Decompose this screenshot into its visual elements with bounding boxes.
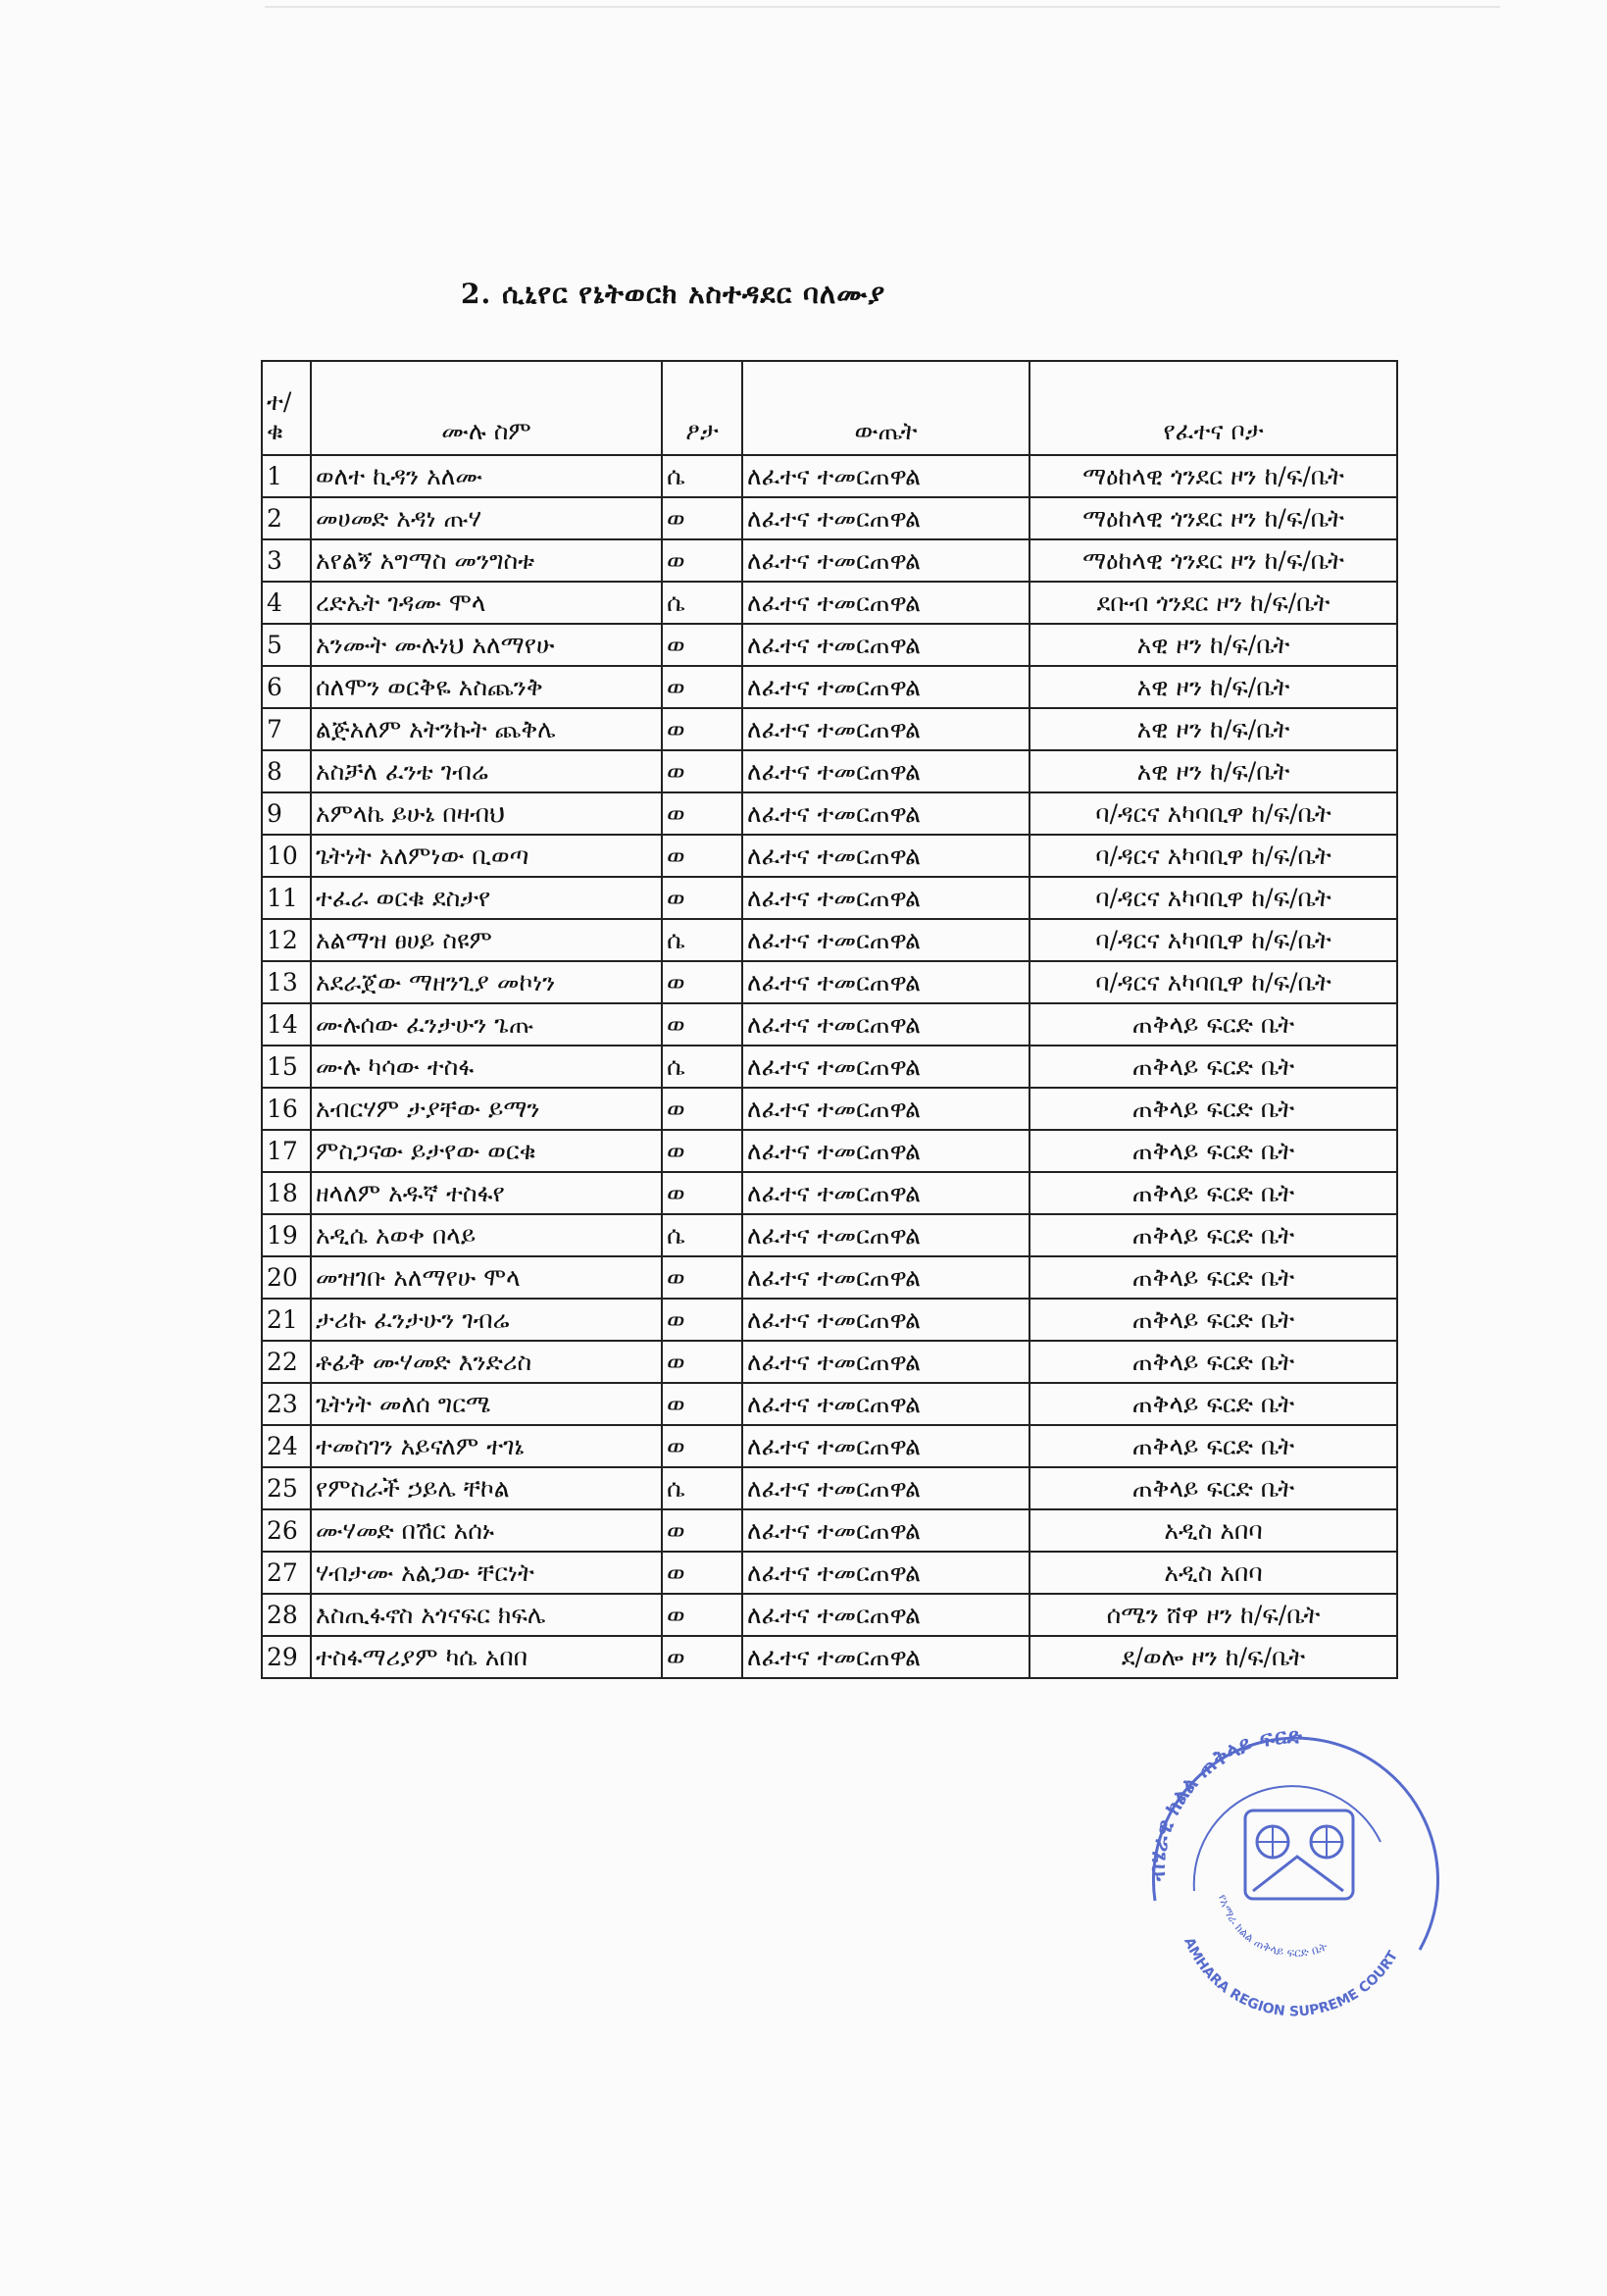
cell-result: ለፈተና ተመርጠዋል bbox=[742, 1552, 1029, 1594]
table-row bbox=[262, 1214, 1397, 1256]
cell-result: ለፈተና ተመርጠዋል bbox=[742, 539, 1029, 582]
cell-sex: ወ bbox=[662, 1003, 742, 1046]
cell-exam-place: ማዕከላዊ ጎንደር ዞን ከ/ፍ/ቤት bbox=[1029, 497, 1397, 539]
seal-text-inner: የአማራ ክልል ጠቅላይ ፍርድ ቤት bbox=[1216, 1893, 1330, 1961]
header-sex: ፆታ bbox=[662, 361, 742, 455]
header-result: ውጤት bbox=[742, 361, 1029, 455]
cell-sex: ወ bbox=[662, 835, 742, 877]
cell-full-name: አንሙት ሙሉነህ አለማየሁ bbox=[311, 624, 662, 666]
table-row bbox=[262, 1088, 1397, 1130]
cell-result: ለፈተና ተመርጠዋል bbox=[742, 1341, 1029, 1383]
cell-full-name: መሀመድ አዳነ ጡሃ bbox=[311, 497, 662, 539]
cell-exam-place: ጠቅላይ ፍርድ ቤት bbox=[1029, 1467, 1397, 1509]
table-row bbox=[262, 1046, 1397, 1088]
cell-exam-place: አዊ ዞን ከ/ፍ/ቤት bbox=[1029, 708, 1397, 750]
cell-sex: ወ bbox=[662, 1341, 742, 1383]
cell-exam-place: ጠቅላይ ፍርድ ቤት bbox=[1029, 1383, 1397, 1425]
table-row bbox=[262, 877, 1397, 919]
cell-result: ለፈተና ተመርጠዋል bbox=[742, 1636, 1029, 1678]
cell-full-name: ተፈራ ወርቁ ደስታየ bbox=[311, 877, 662, 919]
cell-number: 2 bbox=[262, 497, 311, 539]
table-row bbox=[262, 1256, 1397, 1299]
cell-number: 28 bbox=[262, 1594, 311, 1636]
cell-full-name: አልማዝ ፀሀይ ስዩም bbox=[311, 919, 662, 961]
cell-result: ለፈተና ተመርጠዋል bbox=[742, 835, 1029, 877]
table-row bbox=[262, 624, 1397, 666]
cell-full-name: ሙሃመድ በሽር አሰኑ bbox=[311, 1509, 662, 1552]
cell-sex: ወ bbox=[662, 1552, 742, 1594]
cell-full-name: ጌትነት አለምነው ቢወጣ bbox=[311, 835, 662, 877]
cell-full-name: ሰለሞን ወርቅዬ አስጨንቅ bbox=[311, 666, 662, 708]
cell-exam-place: ባ/ዳርና አካባቢዋ ከ/ፍ/ቤት bbox=[1029, 919, 1397, 961]
cell-number: 15 bbox=[262, 1046, 311, 1088]
cell-full-name: ተመስገን አይናለም ተገኔ bbox=[311, 1425, 662, 1467]
table-row bbox=[262, 708, 1397, 750]
cell-number: 20 bbox=[262, 1256, 311, 1299]
cell-full-name: ሃብታሙ አልጋው ቸርነት bbox=[311, 1552, 662, 1594]
cell-result: ለፈተና ተመርጠዋል bbox=[742, 624, 1029, 666]
cell-result: ለፈተና ተመርጠዋል bbox=[742, 1088, 1029, 1130]
cell-exam-place: አዊ ዞን ከ/ፍ/ቤት bbox=[1029, 666, 1397, 708]
table-row bbox=[262, 961, 1397, 1003]
cell-result: ለፈተና ተመርጠዋል bbox=[742, 1046, 1029, 1088]
seal-text-top: ብሄራዊ ክልል ጠቅላይ ፍርድ bbox=[1145, 1724, 1303, 1882]
cell-exam-place: ጠቅላይ ፍርድ ቤት bbox=[1029, 1172, 1397, 1214]
cell-sex: ሴ bbox=[662, 1467, 742, 1509]
cell-full-name: ሙሉ ካሳው ተስፋ bbox=[311, 1046, 662, 1088]
cell-sex: ሴ bbox=[662, 455, 742, 497]
cell-sex: ወ bbox=[662, 877, 742, 919]
cell-sex: ወ bbox=[662, 1509, 742, 1552]
cell-full-name: የምስራች ኃይሌ ቸኮል bbox=[311, 1467, 662, 1509]
table-row bbox=[262, 582, 1397, 624]
cell-full-name: ዘላለም አዱኛ ተስፋየ bbox=[311, 1172, 662, 1214]
cell-exam-place: ጠቅላይ ፍርድ ቤት bbox=[1029, 1214, 1397, 1256]
cell-exam-place: አዲስ አበባ bbox=[1029, 1552, 1397, 1594]
scan-edge-line bbox=[265, 6, 1500, 8]
page-title: 2. ሲኒየር የኔትወርክ አስተዳደር ባለሙያ bbox=[461, 278, 886, 310]
cell-exam-place: ጠቅላይ ፍርድ ቤት bbox=[1029, 1046, 1397, 1088]
cell-exam-place: ጠቅላይ ፍርድ ቤት bbox=[1029, 1088, 1397, 1130]
seal-text-bottom: AMHARA REGION SUPREME COURT bbox=[1180, 1935, 1402, 2020]
table-row bbox=[262, 1172, 1397, 1214]
cell-number: 19 bbox=[262, 1214, 311, 1256]
cell-number: 27 bbox=[262, 1552, 311, 1594]
table-row bbox=[262, 1130, 1397, 1172]
cell-number: 9 bbox=[262, 792, 311, 835]
cell-sex: ወ bbox=[662, 1256, 742, 1299]
cell-exam-place: ጠቅላይ ፍርድ ቤት bbox=[1029, 1130, 1397, 1172]
cell-result: ለፈተና ተመርጠዋል bbox=[742, 1509, 1029, 1552]
cell-full-name: ታሪኩ ፈንታሁን ገብሬ bbox=[311, 1299, 662, 1341]
cell-number: 4 bbox=[262, 582, 311, 624]
svg-text:የአማራ ክልል ጠቅላይ ፍርድ ቤት bbox=[1216, 1893, 1330, 1960]
cell-result: ለፈተና ተመርጠዋል bbox=[742, 919, 1029, 961]
cell-number: 16 bbox=[262, 1088, 311, 1130]
cell-exam-place: አዊ ዞን ከ/ፍ/ቤት bbox=[1029, 624, 1397, 666]
cell-exam-place: ደ/ወሎ ዞን ከ/ፍ/ቤት bbox=[1029, 1636, 1397, 1678]
cell-number: 7 bbox=[262, 708, 311, 750]
cell-exam-place: ደቡብ ጎንደር ዞን ከ/ፍ/ቤት bbox=[1029, 582, 1397, 624]
cell-sex: ሴ bbox=[662, 1046, 742, 1088]
cell-exam-place: ባ/ዳርና አካባቢዋ ከ/ፍ/ቤት bbox=[1029, 835, 1397, 877]
cell-sex: ወ bbox=[662, 1383, 742, 1425]
cell-sex: ወ bbox=[662, 1425, 742, 1467]
cell-number: 11 bbox=[262, 877, 311, 919]
table-row bbox=[262, 1467, 1397, 1509]
table-row bbox=[262, 750, 1397, 792]
cell-sex: ወ bbox=[662, 1088, 742, 1130]
cell-result: ለፈተና ተመርጠዋል bbox=[742, 455, 1029, 497]
cell-number: 26 bbox=[262, 1509, 311, 1552]
cell-full-name: አብርሃም ታያቸው ይማን bbox=[311, 1088, 662, 1130]
table-row bbox=[262, 1636, 1397, 1678]
cell-exam-place: ጠቅላይ ፍርድ ቤት bbox=[1029, 1003, 1397, 1046]
cell-number: 14 bbox=[262, 1003, 311, 1046]
cell-exam-place: ማዕከላዊ ጎንደር ዞን ከ/ፍ/ቤት bbox=[1029, 455, 1397, 497]
cell-sex: ወ bbox=[662, 666, 742, 708]
header-number: ተ/ ቁ bbox=[262, 361, 311, 455]
cell-sex: ሴ bbox=[662, 582, 742, 624]
table-body bbox=[262, 455, 1397, 1678]
table-row bbox=[262, 1299, 1397, 1341]
table-row bbox=[262, 1383, 1397, 1425]
cell-number: 24 bbox=[262, 1425, 311, 1467]
table-row bbox=[262, 1425, 1397, 1467]
seal-emblem-icon bbox=[1245, 1811, 1353, 1899]
cell-exam-place: ጠቅላይ ፍርድ ቤት bbox=[1029, 1425, 1397, 1467]
cell-result: ለፈተና ተመርጠዋል bbox=[742, 1214, 1029, 1256]
cell-exam-place: ሰሜን ሸዋ ዞን ከ/ፍ/ቤት bbox=[1029, 1594, 1397, 1636]
cell-sex: ወ bbox=[662, 497, 742, 539]
cell-result: ለፈተና ተመርጠዋል bbox=[742, 750, 1029, 792]
cell-result: ለፈተና ተመርጠዋል bbox=[742, 497, 1029, 539]
cell-number: 22 bbox=[262, 1341, 311, 1383]
table-row bbox=[262, 792, 1397, 835]
cell-result: ለፈተና ተመርጠዋል bbox=[742, 1172, 1029, 1214]
cell-exam-place: አዲስ አበባ bbox=[1029, 1509, 1397, 1552]
table-row bbox=[262, 919, 1397, 961]
cell-exam-place: ጠቅላይ ፍርድ ቤት bbox=[1029, 1256, 1397, 1299]
cell-full-name: አየልኝ አግማስ መንግስቱ bbox=[311, 539, 662, 582]
cell-exam-place: አዊ ዞን ከ/ፍ/ቤት bbox=[1029, 750, 1397, 792]
table-row bbox=[262, 539, 1397, 582]
cell-sex: ወ bbox=[662, 1172, 742, 1214]
cell-number: 17 bbox=[262, 1130, 311, 1172]
cell-number: 12 bbox=[262, 919, 311, 961]
cell-number: 18 bbox=[262, 1172, 311, 1214]
cell-sex: ወ bbox=[662, 750, 742, 792]
table-row bbox=[262, 1552, 1397, 1594]
cell-full-name: ልጅአለም አትንኩት ጨቅሌ bbox=[311, 708, 662, 750]
cell-sex: ሴ bbox=[662, 1214, 742, 1256]
cell-result: ለፈተና ተመርጠዋል bbox=[742, 961, 1029, 1003]
cell-result: ለፈተና ተመርጠዋል bbox=[742, 1299, 1029, 1341]
court-seal-stamp bbox=[1126, 1695, 1459, 2028]
table-row bbox=[262, 1594, 1397, 1636]
cell-number: 25 bbox=[262, 1467, 311, 1509]
cell-sex: ወ bbox=[662, 1130, 742, 1172]
cell-full-name: ቶፊቅ ሙሃመድ እንድሪስ bbox=[311, 1341, 662, 1383]
cell-exam-place: ባ/ዳርና አካባቢዋ ከ/ፍ/ቤት bbox=[1029, 792, 1397, 835]
cell-result: ለፈተና ተመርጠዋል bbox=[742, 877, 1029, 919]
cell-exam-place: ባ/ዳርና አካባቢዋ ከ/ፍ/ቤት bbox=[1029, 877, 1397, 919]
cell-exam-place: ጠቅላይ ፍርድ ቤት bbox=[1029, 1341, 1397, 1383]
table-row bbox=[262, 1341, 1397, 1383]
cell-sex: ወ bbox=[662, 792, 742, 835]
table-row bbox=[262, 455, 1397, 497]
svg-text:ብሄራዊ ክልል ጠቅላይ ፍርድ bbox=[1146, 1724, 1303, 1882]
cell-number: 5 bbox=[262, 624, 311, 666]
cell-full-name: ጌትነት መለሰ ግርሜ bbox=[311, 1383, 662, 1425]
cell-number: 10 bbox=[262, 835, 311, 877]
cell-full-name: አስቻለ ፈንቴ ገብሬ bbox=[311, 750, 662, 792]
cell-result: ለፈተና ተመርጠዋል bbox=[742, 792, 1029, 835]
cell-full-name: አዲሴ አወቀ በላይ bbox=[311, 1214, 662, 1256]
candidate-table bbox=[261, 360, 1398, 1679]
cell-number: 3 bbox=[262, 539, 311, 582]
cell-full-name: ወለተ ኪዳን አለሙ bbox=[311, 455, 662, 497]
cell-sex: ወ bbox=[662, 1594, 742, 1636]
cell-full-name: አደራጀው ማዘንጊያ መኮነን bbox=[311, 961, 662, 1003]
table-header-row bbox=[262, 361, 1397, 455]
cell-result: ለፈተና ተመርጠዋል bbox=[742, 1383, 1029, 1425]
cell-result: ለፈተና ተመርጠዋል bbox=[742, 1594, 1029, 1636]
cell-number: 13 bbox=[262, 961, 311, 1003]
cell-number: 1 bbox=[262, 455, 311, 497]
cell-number: 8 bbox=[262, 750, 311, 792]
table-row bbox=[262, 1509, 1397, 1552]
cell-exam-place: ማዕከላዊ ጎንደር ዞን ከ/ፍ/ቤት bbox=[1029, 539, 1397, 582]
cell-sex: ወ bbox=[662, 708, 742, 750]
cell-result: ለፈተና ተመርጠዋል bbox=[742, 582, 1029, 624]
cell-exam-place: ጠቅላይ ፍርድ ቤት bbox=[1029, 1299, 1397, 1341]
cell-exam-place: ባ/ዳርና አካባቢዋ ከ/ፍ/ቤት bbox=[1029, 961, 1397, 1003]
cell-full-name: እስጢፋኖስ አጎናፍር ክፍሌ bbox=[311, 1594, 662, 1636]
cell-result: ለፈተና ተመርጠዋል bbox=[742, 1256, 1029, 1299]
table-row bbox=[262, 835, 1397, 877]
cell-full-name: መዝገቡ አለማየሁ ሞላ bbox=[311, 1256, 662, 1299]
cell-result: ለፈተና ተመርጠዋል bbox=[742, 1130, 1029, 1172]
header-exam-place: የፈተና ቦታ bbox=[1029, 361, 1397, 455]
cell-full-name: ረድኤት ገዳሙ ሞላ bbox=[311, 582, 662, 624]
cell-full-name: ምስጋናው ይታየው ወርቁ bbox=[311, 1130, 662, 1172]
cell-full-name: ተስፋማሪያም ካሴ አበበ bbox=[311, 1636, 662, 1678]
table-row bbox=[262, 497, 1397, 539]
cell-result: ለፈተና ተመርጠዋል bbox=[742, 1425, 1029, 1467]
table-row bbox=[262, 1003, 1397, 1046]
header-full-name: ሙሉ ስም bbox=[311, 361, 662, 455]
cell-result: ለፈተና ተመርጠዋል bbox=[742, 666, 1029, 708]
table-row bbox=[262, 666, 1397, 708]
cell-number: 23 bbox=[262, 1383, 311, 1425]
cell-number: 29 bbox=[262, 1636, 311, 1678]
cell-result: ለፈተና ተመርጠዋል bbox=[742, 708, 1029, 750]
cell-sex: ወ bbox=[662, 539, 742, 582]
cell-result: ለፈተና ተመርጠዋል bbox=[742, 1003, 1029, 1046]
cell-sex: ወ bbox=[662, 961, 742, 1003]
cell-number: 6 bbox=[262, 666, 311, 708]
cell-number: 21 bbox=[262, 1299, 311, 1341]
cell-full-name: ሙሉሰው ፈንታሁን ጌጡ bbox=[311, 1003, 662, 1046]
cell-sex: ሴ bbox=[662, 919, 742, 961]
cell-full-name: አምላኬ ይሁኔ በዛብህ bbox=[311, 792, 662, 835]
cell-sex: ወ bbox=[662, 1636, 742, 1678]
cell-sex: ወ bbox=[662, 1299, 742, 1341]
cell-sex: ወ bbox=[662, 624, 742, 666]
cell-result: ለፈተና ተመርጠዋል bbox=[742, 1467, 1029, 1509]
